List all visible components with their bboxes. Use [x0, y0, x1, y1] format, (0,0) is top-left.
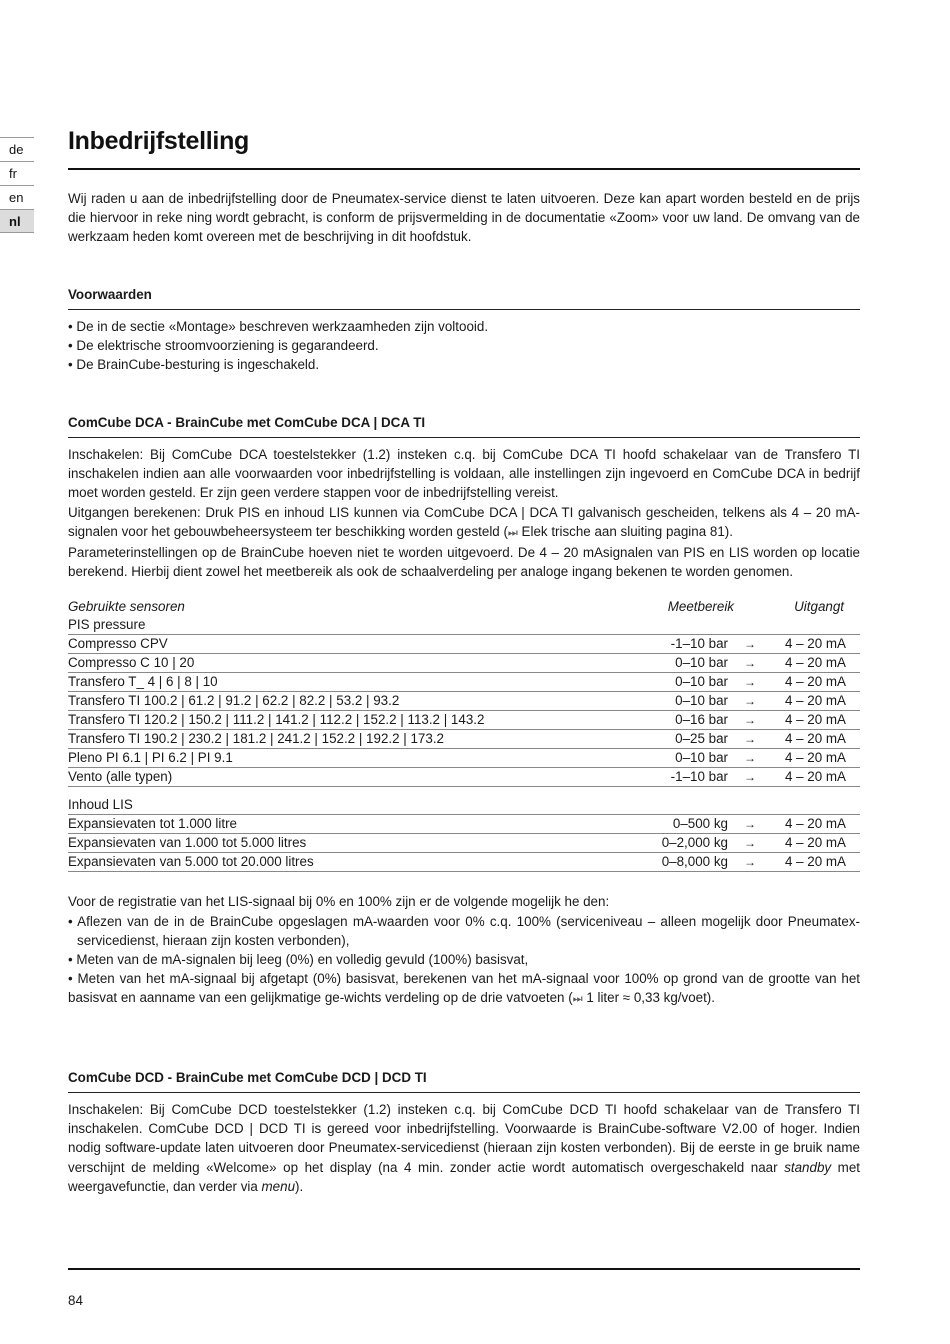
table-row — [68, 768, 860, 787]
dca-paragraph-4: Voor de registratie van het LIS-signaal bij 0% en 100% zijn er de volgende mogelijk he den: — [68, 894, 610, 910]
output-cell: 4 – 20 mA — [766, 815, 860, 834]
sensor-cell: Transfero T_ 4 | 6 | 8 | 10 — [68, 673, 608, 692]
sensor-cell: Transfero TI 120.2 | 150.2 | 111.2 | 141.2 | 112.2 | 152.2 | 113.2 | 143.2 — [68, 711, 608, 730]
range-cell: -1–10 bar — [608, 768, 734, 787]
output-cell: 4 – 20 mA — [766, 768, 860, 787]
arrow-icon: → — [734, 749, 766, 768]
dca-paragraph-1: Inschakelen: Bij ComCube DCA toestelstekker (1.2) insteken c.q. bij ComCube DCA TI hoofd schakelaar van de Transfero TI inschakelen indien aan alle voorwaarden voor inbedrijfstelling is voldaan, alle instellingen zijn ingevoerd en ComCube DCA in bedrijf moet worden gesteld. Er zijn geen verdere stappen voor de inbedrijfstelling vereist. — [68, 447, 860, 501]
dca-section — [68, 413, 860, 1010]
pis-group-row — [68, 616, 860, 635]
sensor-cell: Transfero TI 100.2 | 61.2 | 91.2 | 62.2 | 82.2 | 53.2 | 93.2 — [68, 692, 608, 711]
dcd-text-c: ). — [295, 1178, 304, 1194]
intro-section — [68, 189, 860, 247]
dcd-emphasis-standby: standby — [784, 1159, 832, 1175]
page-title: Inbedrijfstelling — [68, 127, 250, 155]
arrow-icon: → — [734, 768, 766, 787]
table-row — [68, 635, 860, 654]
header-range: Meetbereik — [667, 599, 734, 615]
range-cell: 0–16 bar — [608, 711, 734, 730]
voorwaarden-heading: Voorwaarden — [68, 287, 152, 302]
output-cell: 4 – 20 mA — [766, 730, 860, 749]
range-cell: 0–500 kg — [608, 815, 734, 834]
lang-tab-nl[interactable]: nl — [0, 209, 34, 233]
lis-group-label: Inhoud LIS — [68, 796, 860, 815]
sensor-cell: Compresso CPV — [68, 635, 608, 654]
sensor-cell: Vento (alle typen) — [68, 768, 608, 787]
header-sensor: Gebruikte sensoren — [68, 599, 185, 615]
header-arrow-spacer — [734, 598, 766, 616]
range-cell: 0–10 bar — [608, 673, 734, 692]
range-cell: 0–10 bar — [608, 654, 734, 673]
table-spacer — [68, 787, 860, 797]
dcd-text-a: Inschakelen: Bij ComCube DCD toestelstekker (1.2) insteken c.q. bij ComCube DCD TI hoofd schakelaar van de Transfero TI inschakelen. ComCube DCD | DCD TI is gereed voor inbedrijfstelling. Voorwaarde is BrainCube-software V2.00 of hoger. Indien nodig software-update laten uitvoeren door Pneumatex-servicedienst (hieraan zijn kosten verbonden). Bij de eerste in ge bruik name verschijnt de melding «Welcome» op het display (na 4 min. zonder actie wordt automatisch overgeschakeld naar — [68, 1102, 860, 1175]
page-number: 84 — [68, 1293, 83, 1308]
range-cell: 0–10 bar — [608, 749, 734, 768]
arrow-icon: → — [734, 815, 766, 834]
forward-ref-icon: ⏭ — [572, 993, 583, 1006]
voorwaarden-item: • De in de sectie «Montage» beschreven werkzaamheden zijn voltooid. — [68, 319, 489, 334]
pis-rows — [68, 635, 860, 787]
table-row — [68, 749, 860, 768]
dca-rule — [68, 437, 860, 438]
table-row — [68, 654, 860, 673]
table-row — [68, 711, 860, 730]
lang-tab-fr[interactable]: fr — [0, 161, 34, 185]
dca-paragraph-2 — [68, 503, 860, 543]
table-row — [68, 853, 860, 872]
arrow-icon: → — [734, 730, 766, 749]
lang-tab-de[interactable]: de — [0, 137, 34, 161]
intro-paragraph: Wij raden u aan de inbedrijfstelling door de Pneumatex-service dienst te laten uitvoeren. Deze kan apart worden besteld en de prijs die hiervoor in reke ning wordt gebracht, is conform de prijsvermelding in de documentatie «Zoom» voor uw land. De omvang van de werkzaam heden komt overeen met de beschrijving in dit hoofdstuk. — [68, 191, 860, 245]
range-cell: 0–2,000 kg — [608, 834, 734, 853]
sensor-cell: Expansievaten van 1.000 tot 5.000 litres — [68, 834, 608, 853]
output-cell: 4 – 20 mA — [766, 654, 860, 673]
range-cell: 0–10 bar — [608, 692, 734, 711]
dca-p2-text-b: Elek trische aan sluiting pagina 81). — [517, 523, 733, 539]
dca-last-bullet-text-b: 1 liter ≈ 0,33 kg/voet). — [582, 990, 715, 1006]
voorwaarden-rule — [68, 309, 860, 310]
dcd-section — [68, 1068, 860, 1196]
output-cell: 4 – 20 mA — [766, 711, 860, 730]
sensor-cell: Transfero TI 190.2 | 230.2 | 181.2 | 241.2 | 152.2 | 192.2 | 173.2 — [68, 730, 608, 749]
arrow-icon: → — [734, 654, 766, 673]
output-cell: 4 – 20 mA — [766, 853, 860, 872]
header-output: Uitgangt — [794, 599, 844, 615]
dcd-text-b: met weergavefunctie, dan verder via — [68, 1159, 860, 1194]
sensor-cell: Expansievaten van 5.000 tot 20.000 litres — [68, 853, 608, 872]
table-row — [68, 834, 860, 853]
sensor-table — [68, 598, 860, 872]
output-cell: 4 – 20 mA — [766, 673, 860, 692]
output-cell: 4 – 20 mA — [766, 749, 860, 768]
dca-bullet: • Meten van de mA-signalen bij leeg (0%) en volledig gevuld (100%) basisvat, — [68, 952, 529, 968]
dca-last-bullet-text-a: • Meten van het mA-signaal bij afgetapt (0%) basisvat, berekenen van het mA-signaal voor 100% op grond van de grootte van het basisvat en aanname van een gelijkmatige ge-wichts verdeling op de drie vatvoeten ( — [68, 971, 860, 1006]
range-cell: -1–10 bar — [608, 635, 734, 654]
output-cell: 4 – 20 mA — [766, 635, 860, 654]
dcd-emphasis-menu: menu — [261, 1178, 296, 1194]
footer-rule — [68, 1268, 860, 1270]
output-cell: 4 – 20 mA — [766, 834, 860, 853]
dcd-heading: ComCube DCD - BrainCube met ComCube DCD | DCD TI — [68, 1070, 427, 1085]
lis-rows — [68, 815, 860, 872]
voorwaarden-item: • De BrainCube-besturing is ingeschakeld. — [68, 357, 320, 373]
voorwaarden-item: • De elektrische stroomvoorziening is gegarandeerd. — [68, 338, 379, 354]
title-rule — [68, 168, 860, 170]
voorwaarden-section — [68, 285, 860, 375]
arrow-icon: → — [734, 834, 766, 853]
dca-paragraph-3: Parameterinstellingen op de BrainCube hoeven niet te worden uitgevoerd. De 4 – 20 mAsignalen van PIS en LIS worden op locatie berekend. Hierbij dient zowel het meetbereik als ook de schaalverdeling per analoge ingang bekenen te worden genomen. — [68, 545, 860, 580]
forward-ref-icon: ⏭ — [507, 526, 518, 539]
dca-p2-text-a: Uitgangen berekenen: Druk PIS en inhoud LIS kunnen via ComCube DCA | DCA TI galvanisch gescheiden, telkens als 4 – 20 mA-signalen voor het gebouwbeheersysteem ter beschikking worden gesteld ( — [68, 504, 860, 539]
dca-heading: ComCube DCA - BrainCube met ComCube DCA | DCA TI — [68, 415, 426, 430]
sensor-cell: Expansievaten tot 1.000 litre — [68, 815, 608, 834]
arrow-icon: → — [734, 692, 766, 711]
table-row — [68, 673, 860, 692]
language-tabs — [0, 137, 34, 233]
table-header-row — [68, 598, 860, 616]
lang-tab-en[interactable]: en — [0, 185, 34, 209]
table-row — [68, 815, 860, 834]
arrow-icon: → — [734, 853, 766, 872]
sensor-cell: Compresso C 10 | 20 — [68, 654, 608, 673]
arrow-icon: → — [734, 635, 766, 654]
range-cell: 0–25 bar — [608, 730, 734, 749]
arrow-icon: → — [734, 673, 766, 692]
dca-bullet-last — [68, 969, 860, 1009]
arrow-icon: → — [734, 711, 766, 730]
pis-group-label: PIS pressure — [68, 616, 860, 635]
range-cell: 0–8,000 kg — [608, 853, 734, 872]
table-row — [68, 692, 860, 711]
dcd-rule — [68, 1092, 860, 1093]
dcd-paragraph — [68, 1100, 860, 1196]
lis-group-row — [68, 796, 860, 815]
dca-bullet: • Aflezen van de in de BrainCube opgeslagen mA-waarden voor 0% c.q. 100% (serviceniveau – alleen mogelijk door Pneumatex-servicedienst, hieraan zijn kosten verbonden), — [68, 913, 860, 948]
table-row — [68, 730, 860, 749]
output-cell: 4 – 20 mA — [766, 692, 860, 711]
sensor-cell: Pleno PI 6.1 | PI 6.2 | PI 9.1 — [68, 749, 608, 768]
